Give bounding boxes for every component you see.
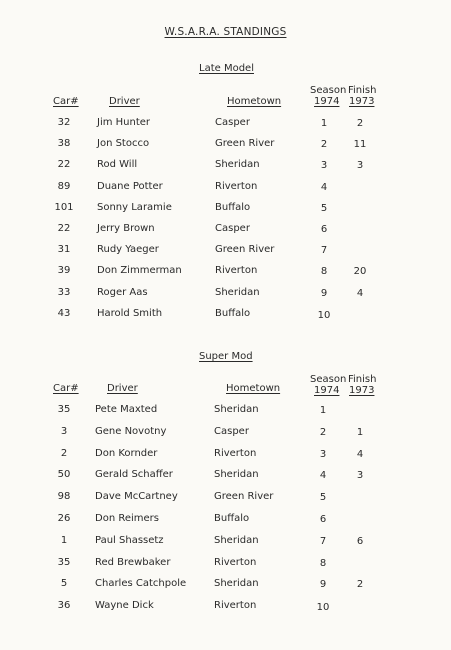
car-number: 38 xyxy=(57,138,71,150)
table-row xyxy=(0,600,451,614)
section-title: Super Mod xyxy=(199,351,253,362)
car-number: 36 xyxy=(57,600,71,612)
car-number: 50 xyxy=(57,469,71,481)
car-number: 35 xyxy=(57,556,71,568)
table-row xyxy=(0,244,451,258)
hometown: Buffalo xyxy=(214,513,250,524)
table-row xyxy=(0,513,451,527)
season-1974-position: 5 xyxy=(320,202,328,214)
driver-name: Gerald Schaffer xyxy=(95,469,173,481)
driver-name: Don Zimmerman xyxy=(97,265,182,277)
table-row xyxy=(0,535,451,549)
car-number: 33 xyxy=(57,286,71,298)
driver-name: Dave McCartney xyxy=(95,491,178,503)
season-1974-position: 7 xyxy=(319,535,327,547)
table-row xyxy=(0,159,451,173)
season-1974-position: 9 xyxy=(320,287,328,299)
hometown: Buffalo xyxy=(215,201,251,213)
season-1974-position: 8 xyxy=(319,557,327,569)
finish-1973-position: 1 xyxy=(356,426,364,438)
driver-name: Wayne Dick xyxy=(95,600,154,612)
header-season: Season xyxy=(310,85,347,96)
table-row xyxy=(0,223,451,237)
season-1974-position: 3 xyxy=(320,160,328,172)
hometown: Sheridan xyxy=(214,469,259,481)
driver-name: Paul Shassetz xyxy=(95,534,164,546)
header-driver: Driver xyxy=(109,96,140,107)
hometown: Riverton xyxy=(214,447,257,459)
car-number: 35 xyxy=(57,404,71,415)
hometown: Sheridan xyxy=(214,578,259,590)
table-row xyxy=(0,117,451,131)
hometown: Sheridan xyxy=(215,159,260,171)
finish-1973-position: 4 xyxy=(356,448,364,460)
season-1974-position: 6 xyxy=(320,224,328,235)
driver-name: Gene Novotny xyxy=(95,425,167,437)
finish-1973-position: 20 xyxy=(353,266,367,278)
hometown: Casper xyxy=(214,425,249,437)
driver-name: Red Brewbaker xyxy=(95,556,171,568)
season-1974-position: 10 xyxy=(316,602,330,614)
driver-name: Roger Aas xyxy=(97,286,148,298)
finish-1973-position: 2 xyxy=(356,118,364,129)
table-row xyxy=(0,578,451,592)
car-number: 31 xyxy=(57,244,71,256)
driver-name: Rod Will xyxy=(97,159,138,171)
table-row xyxy=(0,426,451,440)
hometown: Casper xyxy=(215,223,250,234)
hometown: Sheridan xyxy=(215,286,260,298)
hometown: Sheridan xyxy=(214,534,259,546)
header-year-1974: 1974 xyxy=(314,385,340,396)
car-number: 2 xyxy=(60,447,68,459)
header-year-1974: 1974 xyxy=(314,96,340,107)
table-row xyxy=(0,287,451,301)
driver-name: Duane Potter xyxy=(97,180,163,192)
hometown: Riverton xyxy=(215,265,258,277)
driver-name: Rudy Yaeger xyxy=(97,244,159,256)
header-year-1973: 1973 xyxy=(349,96,375,107)
hometown: Riverton xyxy=(215,180,258,192)
hometown: Green River xyxy=(215,138,275,150)
header-driver: Driver xyxy=(107,383,138,394)
season-1974-position: 4 xyxy=(319,470,327,482)
car-number: 39 xyxy=(57,265,71,277)
car-number: 101 xyxy=(54,201,74,213)
hometown: Green River xyxy=(214,491,274,503)
car-number: 22 xyxy=(57,159,71,171)
season-1974-position: 4 xyxy=(320,181,328,193)
table-row xyxy=(0,448,451,462)
car-number: 22 xyxy=(57,223,71,234)
car-number: 43 xyxy=(57,307,71,319)
driver-name: Jerry Brown xyxy=(97,223,155,234)
car-number: 98 xyxy=(57,491,71,503)
header-hometown: Hometown xyxy=(227,96,282,107)
hometown: Riverton xyxy=(214,556,257,568)
driver-name: Harold Smith xyxy=(97,307,163,319)
finish-1973-position: 3 xyxy=(356,470,364,482)
driver-name: Jon Stocco xyxy=(97,138,150,150)
driver-name: Charles Catchpole xyxy=(95,578,187,590)
car-number: 1 xyxy=(60,534,68,546)
driver-name: Sonny Laramie xyxy=(97,201,172,213)
season-1974-position: 10 xyxy=(317,309,331,321)
season-1974-position: 6 xyxy=(319,514,327,525)
header-year-1973: 1973 xyxy=(349,385,375,396)
car-number: 89 xyxy=(57,180,71,192)
table-row xyxy=(0,404,451,418)
table-row xyxy=(0,202,451,216)
table-row xyxy=(0,491,451,505)
table-row xyxy=(0,308,451,322)
table-row xyxy=(0,138,451,152)
car-number: 32 xyxy=(57,117,71,128)
season-1974-position: 7 xyxy=(320,245,328,257)
season-1974-position: 1 xyxy=(320,118,328,129)
header-finish: Finish xyxy=(348,374,377,385)
season-1974-position: 3 xyxy=(319,448,327,460)
header-hometown: Hometown xyxy=(226,383,281,394)
car-number: 26 xyxy=(57,513,71,524)
hometown: Buffalo xyxy=(215,307,251,319)
car-number: 3 xyxy=(60,425,68,437)
driver-name: Don Reimers xyxy=(95,513,159,524)
season-1974-position: 2 xyxy=(320,139,328,151)
finish-1973-position: 11 xyxy=(353,139,367,151)
finish-1973-position: 2 xyxy=(356,579,364,591)
season-1974-position: 5 xyxy=(319,492,327,504)
table-row xyxy=(0,265,451,279)
car-number: 5 xyxy=(60,578,68,590)
header-finish: Finish xyxy=(348,85,377,96)
table-row xyxy=(0,181,451,195)
finish-1973-position: 3 xyxy=(356,160,364,172)
hometown: Casper xyxy=(215,117,250,128)
season-1974-position: 9 xyxy=(319,579,327,591)
finish-1973-position: 6 xyxy=(356,535,364,547)
table-row xyxy=(0,469,451,483)
driver-name: Don Kornder xyxy=(95,447,158,459)
driver-name: Jim Hunter xyxy=(97,117,151,128)
header-season: Season xyxy=(310,374,347,385)
header-car: Car# xyxy=(53,383,79,394)
season-1974-position: 8 xyxy=(320,266,328,278)
season-1974-position: 1 xyxy=(319,405,327,416)
hometown: Green River xyxy=(215,244,275,256)
finish-1973-position: 4 xyxy=(356,287,364,299)
driver-name: Pete Maxted xyxy=(95,404,158,415)
season-1974-position: 2 xyxy=(319,426,327,438)
hometown: Sheridan xyxy=(214,404,259,415)
section-title: Late Model xyxy=(199,63,254,74)
table-row xyxy=(0,557,451,571)
document-title: W.S.A.R.A. STANDINGS xyxy=(164,26,287,38)
hometown: Riverton xyxy=(214,600,257,612)
header-car: Car# xyxy=(53,96,79,107)
